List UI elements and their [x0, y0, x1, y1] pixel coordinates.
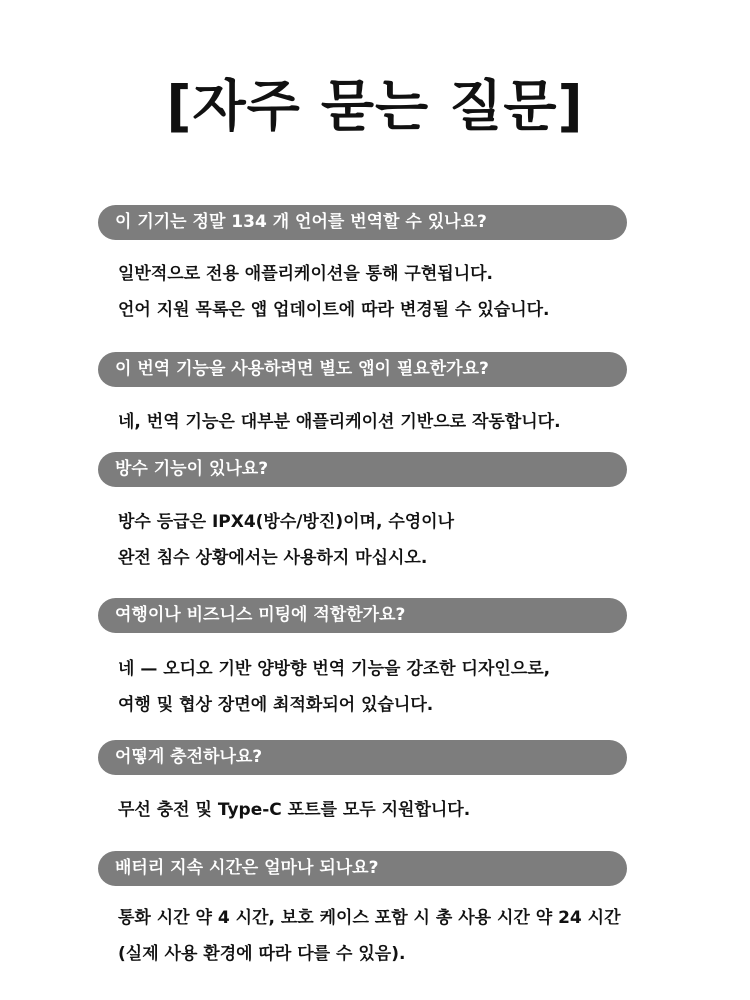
faq-answer-5-line-1: 무선 충전 및 Type-C 포트를 모두 지원합니다. — [118, 800, 471, 820]
faq-answer-1 — [118, 256, 678, 328]
faq-answer-3-line-2: 완전 침수 상황에서는 사용하지 마십시오. — [118, 548, 428, 568]
faq-answer-4-line-1: 네 — 오디오 기반 양방향 번역 기능을 강조한 디자인으로, — [118, 659, 551, 679]
faq-question-1: 이 기기는 정말 134 개 언어를 번역할 수 있나요? — [98, 205, 627, 240]
faq-question-3: 방수 기능이 있나요? — [98, 452, 627, 487]
faq-answer-3 — [118, 504, 678, 576]
faq-question-4: 여행이나 비즈니스 미팅에 적합한가요? — [98, 598, 627, 633]
faq-answer-6-line-1: 통화 시간 약 4 시간, 보호 케이스 포함 시 총 사용 시간 약 24 시간 — [118, 908, 621, 928]
faq-answer-4 — [118, 651, 678, 723]
faq-answer-1-line-1: 일반적으로 전용 애플리케이션을 통해 구현됩니다. — [118, 264, 493, 284]
faq-answer-3-line-1: 방수 등급은 IPX4(방수/방진)이며, 수영이나 — [118, 512, 455, 532]
faq-answer-6 — [118, 900, 678, 972]
faq-answer-5 — [118, 792, 678, 828]
faq-question-6: 배터리 지속 시간은 얼마나 되나요? — [98, 851, 627, 886]
faq-question-5: 어떻게 충전하나요? — [98, 740, 627, 775]
faq-answer-6-line-2: (실제 사용 환경에 따라 다를 수 있음). — [118, 944, 406, 964]
faq-question-2: 이 번역 기능을 사용하려면 별도 앱이 필요한가요? — [98, 352, 627, 387]
faq-answer-2-line-1: 네, 번역 기능은 대부분 애플리케이션 기반으로 작동합니다. — [118, 412, 561, 432]
faq-answer-2 — [118, 404, 678, 440]
faq-answer-1-line-2: 언어 지원 목록은 앱 업데이트에 따라 변경될 수 있습니다. — [118, 300, 550, 320]
faq-answer-4-line-2: 여행 및 협상 장면에 최적화되어 있습니다. — [118, 695, 434, 715]
page-title: [자주 묻는 질문] — [166, 74, 584, 138]
